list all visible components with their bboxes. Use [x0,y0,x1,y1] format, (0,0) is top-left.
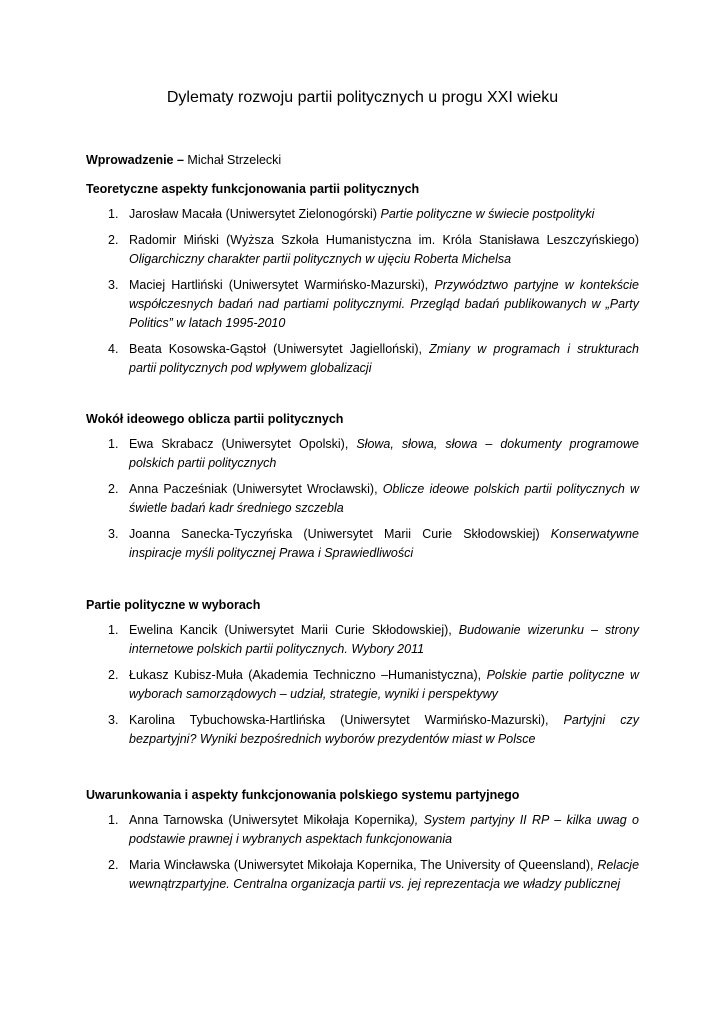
list-item-text [129,435,639,473]
paper-title: Relacje wewnątrzpartyjne. Centralna organizacja partii vs. jej reprezentacja we władzy publicznej [129,858,640,891]
list-item-number: 1. [108,437,119,451]
section-heading: Uwarunkowania i aspekty funkcjonowania polskiego systemu partyjnego [86,788,520,802]
section [86,180,639,385]
list-item-number: 1. [108,813,119,827]
list-item-number: 2. [108,668,119,682]
section-heading: Wokół ideowego oblicza partii politycznych [86,412,344,426]
section-heading: Partie polityczne w wyborach [86,598,261,612]
author-affiliation: Maciej Hartliński (Uniwersytet Warmińsko-Mazurski), [129,278,429,292]
list-item-text [129,621,639,659]
list-item-number: 1. [108,623,119,637]
list-item-text [129,340,639,378]
paper-title: Konserwatywne inspiracje myśli politycznej Prawa i Sprawiedliwości [129,527,639,560]
author-affiliation: Łukasz Kubisz-Muła (Akademia Techniczno –Humanistyczna), [129,668,482,682]
list-item-number: 2. [108,482,119,496]
list-item [86,340,639,378]
author-affiliation: Ewa Skrabacz (Uniwersytet Opolski), [129,437,349,451]
list-item [86,480,639,518]
page-title: Dylematy rozwoju partii politycznych u progu XXI wieku [166,89,559,106]
list-item-text [129,666,639,704]
list-item [86,276,639,333]
author-affiliation: Radomir Miński (Wyższa Szkoła Humanistyczna im. Króla Stanisława Leszczyńskiego) [129,233,639,247]
paper-title: Oblicze ideowe polskich partii politycznych w świetle badań kadr średniego szczebla [129,482,639,515]
author-affiliation: Karolina Tybuchowska-Hartlińska (Uniwersytet Warmińsko-Mazurski), [129,713,549,727]
list-item-text [129,205,639,224]
list-item [86,435,639,473]
paper-title: ), System partyjny II RP – kilka uwag o podstawie prawnej i wybranych aspektach funkcjonowania [129,813,639,846]
introduction-line [86,151,639,170]
paper-title: Zmiany w programach i strukturach partii politycznych pod wpływem globalizacji [129,342,639,375]
list-item [86,711,639,749]
list-item-text [129,711,639,749]
author-affiliation: Maria Wincławska (Uniwersytet Mikołaja Kopernika, The University of Queensland), [129,858,594,872]
author-affiliation: Joanna Sanecka-Tyczyńska (Uniwersytet Marii Curie Skłodowskiej) [129,527,540,541]
list-item-text [129,276,639,333]
list-item-text [129,480,639,518]
list-item [86,525,639,563]
paper-title: Słowa, słowa, słowa – dokumenty programowe polskich partii politycznych [129,437,639,470]
section [86,410,639,570]
list-item [86,621,639,659]
list-item-number: 2. [108,858,119,872]
list-item [86,856,639,894]
list-item [86,811,639,849]
list-item-text [129,525,639,563]
separator [549,713,564,727]
intro-author: Michał Strzelecki [187,153,282,167]
author-affiliation: Anna Pacześniak (Uniwersytet Wrocławski), [129,482,378,496]
author-affiliation: Anna Tarnowska (Uniwersytet Mikołaja Kopernika [129,813,411,827]
list-item [86,231,639,269]
author-affiliation: Ewelina Kancik (Uniwersytet Marii Curie Skłodowskiej), [129,623,452,637]
separator [452,623,459,637]
list-item-text [129,231,639,269]
section [86,596,639,756]
intro-label: Wprowadzenie – [86,153,184,167]
paper-title: Oligarchiczny charakter partii politycznych w ujęciu Roberta Michelsa [129,252,512,266]
paper-title: Przywództwo partyjne w kontekście współczesnych badań nad partiami politycznymi. Przegląd badań publikowanych w „Party Politics” w latach 1995-2010 [129,278,639,330]
list-item-number: 3. [108,278,119,292]
list-item-text [129,856,639,894]
section [86,786,639,901]
paper-title: Partyjni czy bezpartyjni? Wyniki bezpośrednich wyborów prezydentów miast w Polsce [129,713,639,746]
author-affiliation: Jarosław Macała (Uniwersytet Zielonogórski) [129,207,377,221]
list-item-number: 3. [108,713,119,727]
section-heading: Teoretyczne aspekty funkcjonowania partii politycznych [86,182,420,196]
list-item [86,205,639,224]
author-affiliation: Beata Kosowska-Gąstoł (Uniwersytet Jagielloński), [129,342,423,356]
list-item-number: 1. [108,207,119,221]
list-item-number: 3. [108,527,119,541]
list-item-text [129,811,639,849]
list-item-number: 4. [108,342,119,356]
paper-title: Polskie partie polityczne w wyborach samorządowych – udział, strategie, wyniki i perspektywy [129,668,639,701]
list-item [86,666,639,704]
paper-title: Budowanie wizerunku – strony internetowe polskich partii politycznych. Wybory 2011 [129,623,639,656]
paper-title: Partie polityczne w świecie postpolityki [380,207,595,221]
separator [540,527,551,541]
list-item-number: 2. [108,233,119,247]
